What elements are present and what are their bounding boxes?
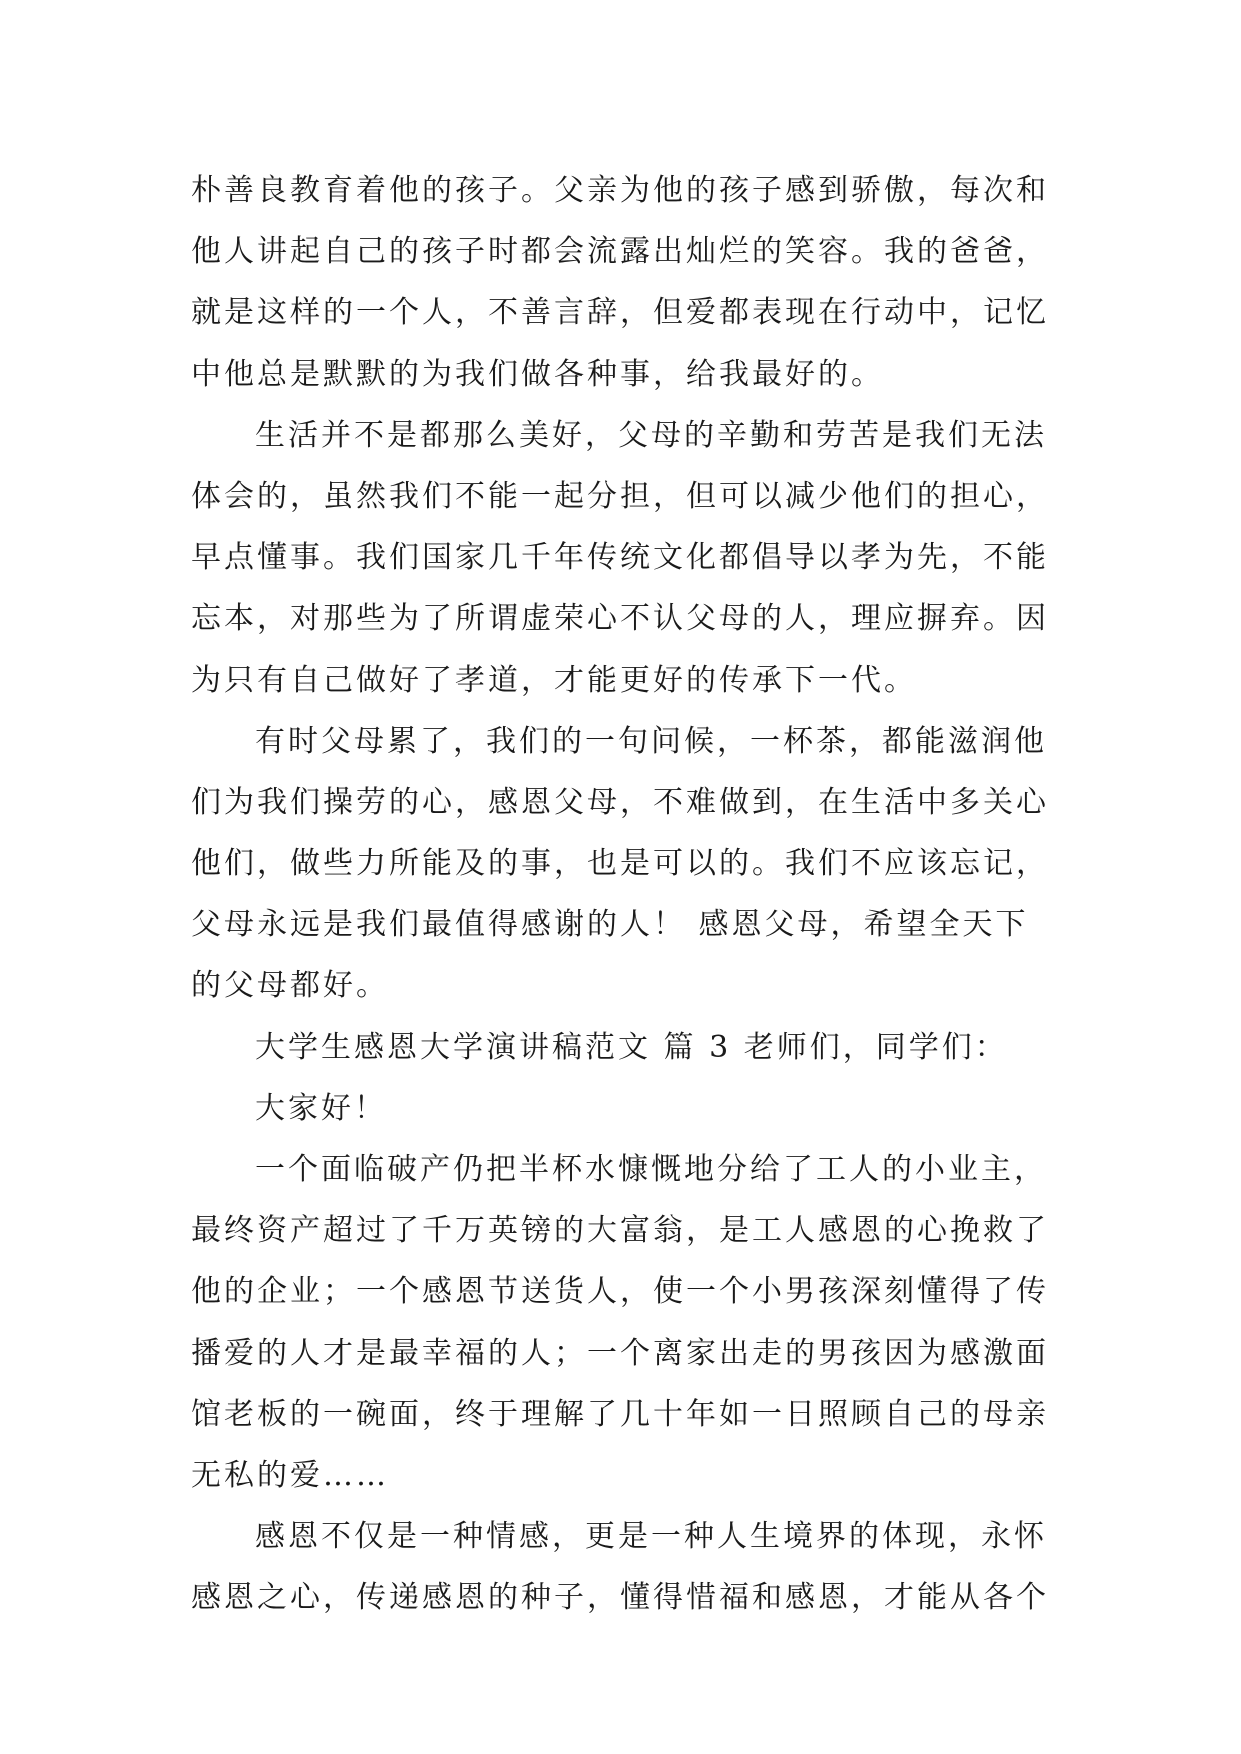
text-line: 忘本，对那些为了所谓虚荣心不认父母的人，理应摒弃。因 xyxy=(191,601,1049,637)
text-line: 朴善良教育着他的孩子。父亲为他的孩子感到骄傲，每次和 xyxy=(191,173,1049,208)
text-line: 有时父母累了，我们的一句问候，一杯茶，都能滋润他 xyxy=(255,723,1047,759)
text-line: 大家好！ xyxy=(255,1090,387,1126)
text-line: 一个面临破产仍把半杯水慷慨地分给了工人的小业主， xyxy=(255,1152,1047,1187)
text-line: 大学生感恩大学演讲稿范文 篇 3 老师们，同学们： xyxy=(255,1029,1008,1065)
text-line: 们为我们操劳的心，感恩父母，不难做到，在生活中多关心 xyxy=(191,784,1049,820)
text-line: 就是这样的一个人，不善言辞，但爱都表现在行动中，记忆 xyxy=(191,295,1049,331)
text-line: 他人讲起自己的孩子时都会流露出灿烂的笑容。我的爸爸， xyxy=(191,234,1049,270)
body-text xyxy=(191,160,1071,1629)
text-line: 中他总是默默的为我们做各种事，给我最好的。 xyxy=(191,356,884,392)
text-line: 感恩之心，传递感恩的种子，懂得惜福和感恩，才能从各个 xyxy=(191,1580,1049,1616)
text-line: 无私的爱…… xyxy=(191,1457,389,1493)
text-line: 感恩不仅是一种情感，更是一种人生境界的体现，永怀 xyxy=(255,1519,1047,1555)
text-line: 最终资产超过了千万英镑的大富翁，是工人感恩的心挽救了 xyxy=(191,1213,1049,1249)
text-line: 他的企业；一个感恩节送货人，使一个小男孩深刻懂得了传 xyxy=(191,1274,1049,1310)
text-line: 为只有自己做好了孝道，才能更好的传承下一代。 xyxy=(191,662,917,698)
text-line: 的父母都好。 xyxy=(191,968,389,1004)
text-line: 体会的，虽然我们不能一起分担，但可以减少他们的担心， xyxy=(191,478,1049,514)
text-line: 早点懂事。我们国家几千年传统文化都倡导以孝为先，不能 xyxy=(191,540,1049,576)
text-line: 生活并不是都那么美好，父母的辛勤和劳苦是我们无法 xyxy=(255,417,1047,453)
text-line: 馆老板的一碗面，终于理解了几十年如一日照顾自己的母亲 xyxy=(191,1396,1049,1432)
text-line: 播爱的人才是最幸福的人；一个离家出走的男孩因为感激面 xyxy=(191,1335,1049,1371)
text-line: 父母永远是我们最值得感谢的人！ 感恩父母，希望全天下 xyxy=(191,907,1029,943)
text-line: 他们，做些力所能及的事，也是可以的。我们不应该忘记， xyxy=(191,846,1049,882)
